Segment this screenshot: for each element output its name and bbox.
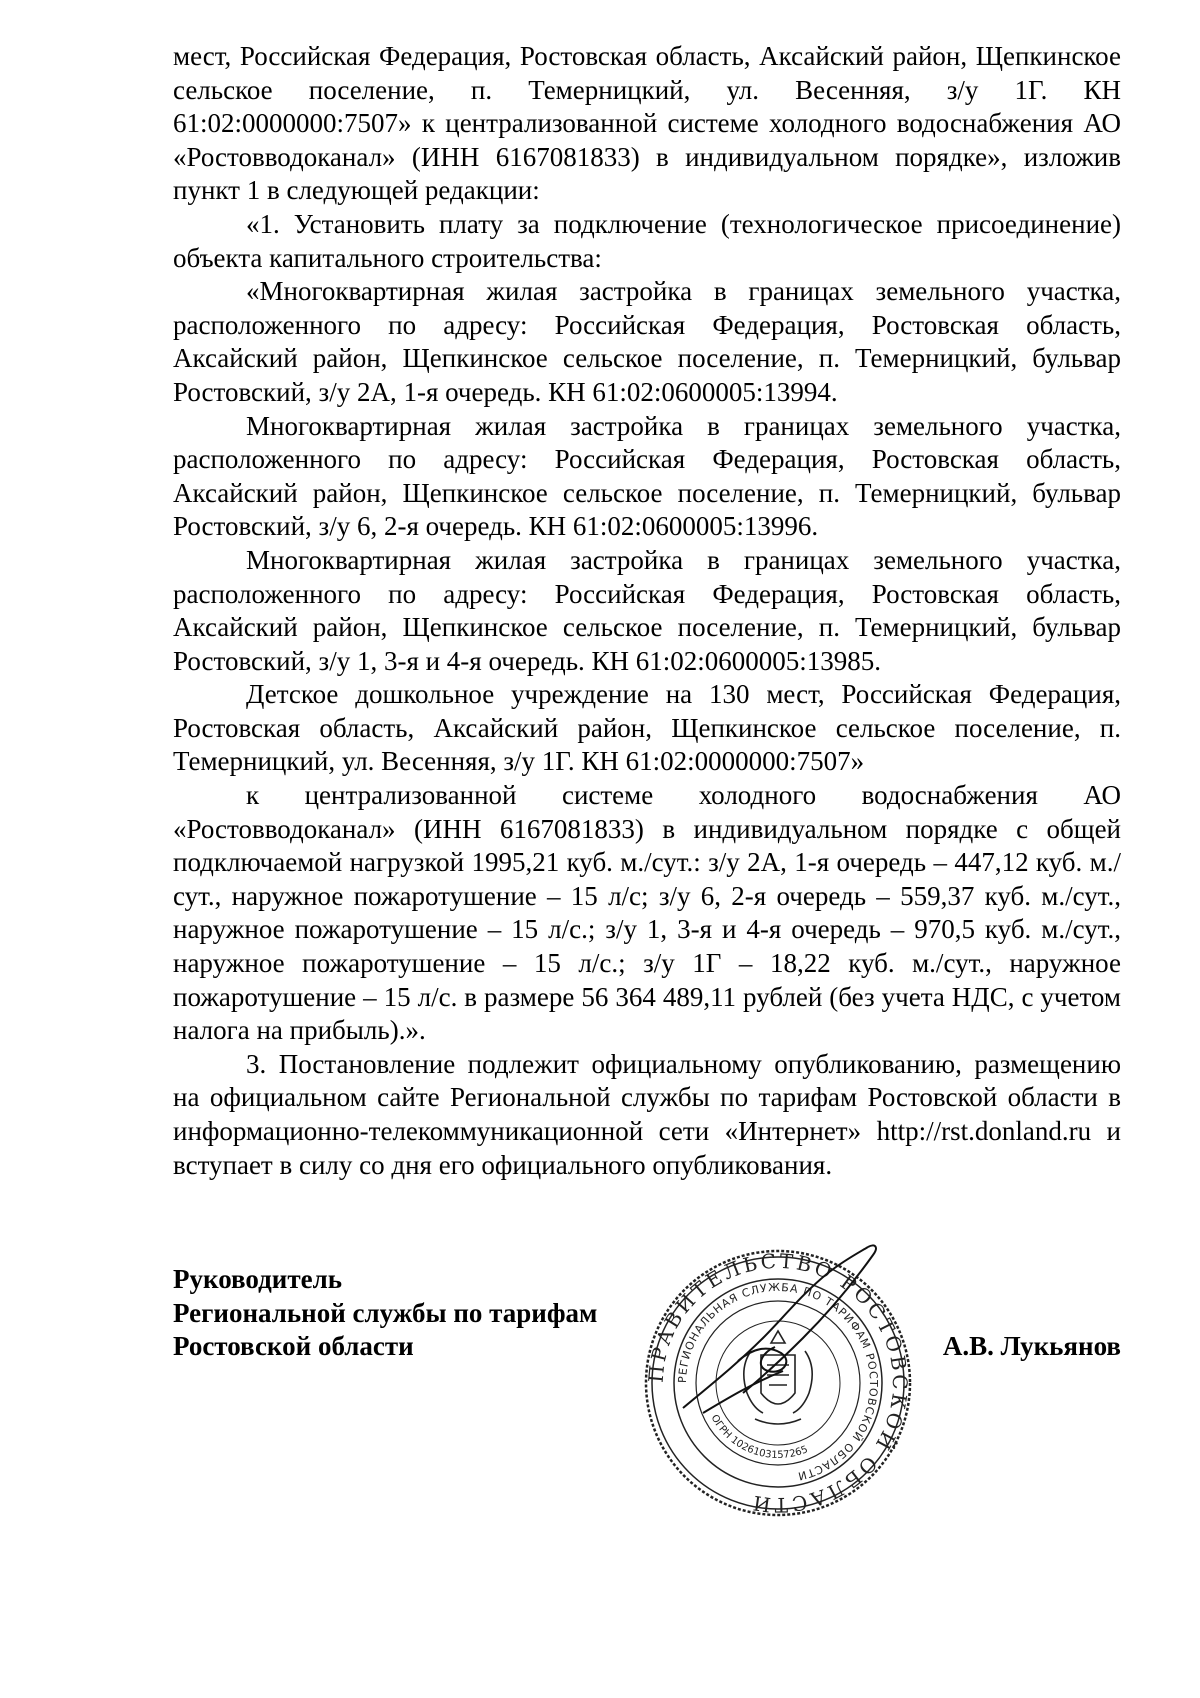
signature-block <box>173 1248 1121 1523</box>
paragraph-point-3: 3. Постановление подлежит официальному опубликованию, размещению на официальном сайте Региональной службы по тарифам Ростовской области в информационно-телекоммуникационной сети «Интернет» http://rst.donland.ru и вступает в силу со дня его официального опубликования. <box>173 1048 1121 1180</box>
paragraph-object-4: Детское дошкольное учреждение на 130 мест, Российская Федерация, Ростовская область, Аксайский район, Щепкинское сельское поселение, п. Темерницкий, ул. Весенняя, з/у 1Г. КН 61:02:0000000:7507» <box>173 679 1121 777</box>
paragraph-object-2: Многоквартирная жилая застройка в границах земельного участка, расположенного по адресу: Российская Федерация, Ростовская область, Аксайский район, Щепкинское сельское поселение, п. Темерницкий, бульвар Ростовский, з/у 6, 2-я очередь. КН 61:02:0600005:13996. <box>173 410 1121 542</box>
stamp-ogrn-text: ОГРН 1026103157265 <box>708 1413 810 1462</box>
signatory-name: А.В. Лукьянов <box>942 1331 1121 1361</box>
signatory-title-line-3: Ростовской области <box>173 1331 414 1362</box>
paragraph-point-1: «1. Установить плату за подключение (технологическое присоединение) объекта капитального строительства: <box>173 208 1121 273</box>
stamp-outer-text: ПРАВИТЕЛЬСТВО РОСТОВСКОЙ ОБЛАСТИ <box>643 1248 913 1518</box>
signatory-title-line-2: Региональной службы по тарифам <box>173 1297 598 1328</box>
paragraph-continuation: мест, Российская Федерация, Ростовская область, Аксайский район, Щепкинское сельское поселение, п. Темерницкий, ул. Весенняя, з/у 1Г. КН 61:02:0000000:7507» к централизованной системе холодного водоснабжения АО «Ростовводоканал» (ИНН 6167081833) в индивидуальном порядке», изложив пункт 1 в следующей редакции: <box>173 41 1121 206</box>
paragraph-object-3: Многоквартирная жилая застройка в границах земельного участка, расположенного по адресу: Российская Федерация, Ростовская область, Аксайский район, Щепкинское сельское поселение, п. Темерницкий, бульвар Ростовский, з/у 1, 3-я и 4-я очередь. КН 61:02:0600005:13985. <box>173 544 1121 676</box>
stamp-inner-text: РЕГИОНАЛЬНАЯ СЛУЖБА ПО ТАРИФАМ РОСТОВСКОЙ ОБЛАСТИ <box>675 1280 881 1483</box>
coat-of-arms-icon <box>744 1331 812 1424</box>
signatory-title <box>173 1263 597 1364</box>
signatory-title-line-1: Руководитель <box>173 1264 343 1294</box>
paragraph-connection-fee: к централизованной системе холодного водоснабжения АО «Ростовводоканал» (ИНН 6167081833) в индивидуальном порядке с общей подключаемой нагрузкой 1995,21 куб. м./сут.: з/у 2А, 1-я очередь – 447,12 куб. м./сут., наружное пожаротушение – 15 л/с; з/у 6, 2-я очередь – 559,37 куб. м./сут., наружное пожаротушение – 15 л/с.; з/у 1, 3-я и 4-я очередь – 970,5 куб. м./сут., наружное пожаротушение – 15 л/с.; з/у 1Г – 18,22 куб. м./сут., наружное пожаротушение – 15 л/с. в размере 56 364 489,11 рублей (без учета НДС, с учетом налога на прибыль).». <box>173 780 1121 1046</box>
paragraph-object-1: «Многоквартирная жилая застройка в границах земельного участка, расположенного по адресу: Российская Федерация, Ростовская область, Аксайский район, Щепкинское сельское поселение, п. Темерницкий, бульвар Ростовский, з/у 2А, 1-я очередь. КН 61:02:0600005:13994. <box>173 276 1121 407</box>
document-body <box>173 40 1121 1182</box>
official-seal-stamp <box>643 1243 913 1523</box>
